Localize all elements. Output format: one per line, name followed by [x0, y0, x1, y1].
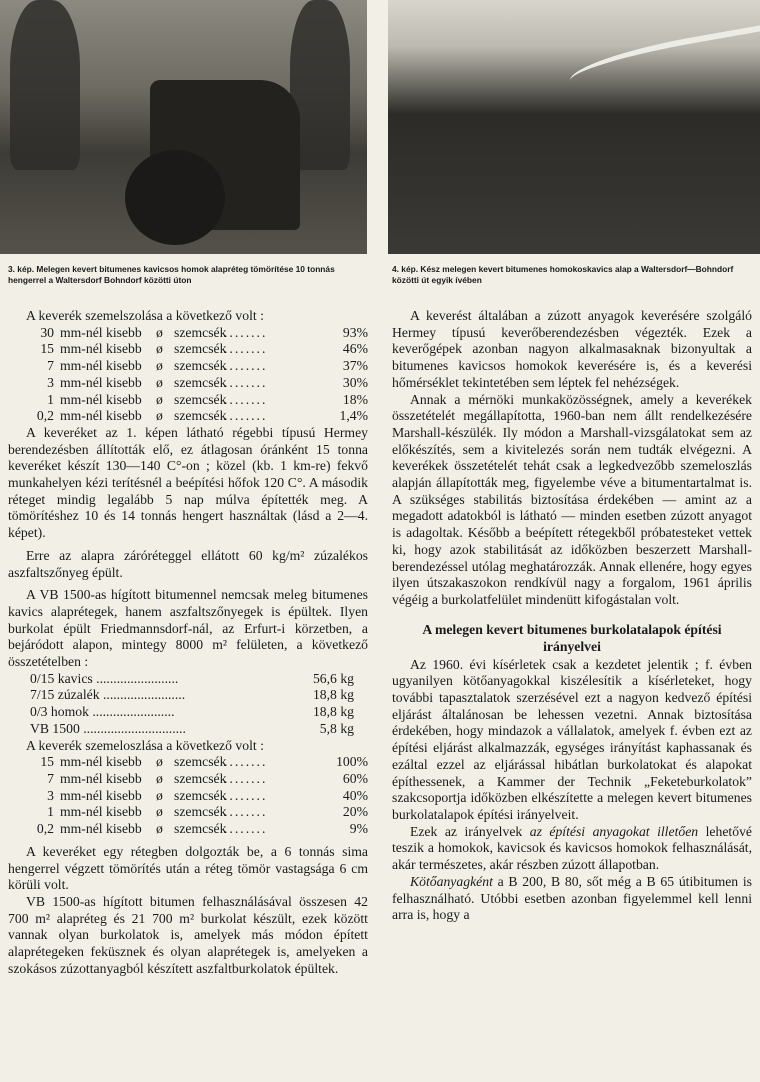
table-row: 0/15 kavics ........................ 56,6 kg: [30, 670, 354, 686]
paragraph: A keverést általában a zúzott anyagok keverésére szolgáló Hermey típusú keverőberendezésben végezték. Ezek a keverőgépek azonban nagyon alkalmasaknak bizonyultak a bitumenes kavicsos homokok keverésére is, és a keverési hőmérséklet tekintetében sem léptek fel nehézségek.: [392, 308, 752, 390]
section-heading: A melegen kevert bitumenes burkolatalapok építési irányelvei: [422, 621, 722, 654]
photo-caption-left: 3. kép. Melegen kevert bitumenes kavicsos homok alapréteg tömörítése 10 tonnás hengerrel a Waltersdorf Bohndorf közötti úton: [8, 264, 335, 285]
paragraph: VB 1500-as hígított bitumen felhasználásával összesen 42 700 m² alapréteg és 21 700 m² burkolat készült, ezek között vannak olyan burkolatok is, amelyek más módon épített alaprétegeken feküsznek és olyan alaprétegek is, amelyeken a szokásos zúzottanyagból készített aszfaltburkolatok épültek.: [8, 893, 368, 976]
paragraph: A keverék szemeloszlása a következő volt :: [26, 737, 264, 753]
tree-shape: [10, 0, 80, 170]
photo-caption-right: 4. kép. Kész melegen kevert bitumenes homokoskavics alap a Waltersdorf—Bohndorf közötti út egyik ívében: [392, 264, 734, 285]
paragraph: A keveréket egy rétegben dolgozták be, a 6 tonnás sima hengerrel végzett tömörítés után a réteg tömör vastagsága 6 cm körüli volt.: [8, 843, 368, 893]
table-row: 15 mm-nél kisebb ø szemcsék ........ 46%: [40, 341, 368, 357]
paragraph: Az 1960. évi kísérletek csak a kezdetet jelentik ; f. évben ugyanilyen kötőanyagokkal kiszélesítik a kísérleteket, hogy további tapasztalatok szerzésével ezt a nagyon kedvező építési eljárást általánosan be lehessen vezetni. Annak biztosítása érdekében, hogy mindazok a vállalatok, amelyek f. évben ezt az építési eljárást alkalmazzák, egységes irányítást kaphassanak és ezáltal ezzel az eljárással hibátlan burkolatokat és alapokat építhessenek, a Kammer der Technik „Feketeburkolatok” szakcsoportja időközben elkészítette a melegen kevert bitumenes burkolatalapok építési irányelveit.: [392, 656, 752, 822]
table-row: 7 mm-nél kisebb ø szemcsék ........ 60%: [47, 770, 368, 786]
table-row: VB 1500 .............................. 5,8 kg: [30, 720, 354, 736]
table-row: 0,2 mm-nél kisebb ø szemcsék ........ 1,4%: [36, 408, 368, 424]
paragraph: A keverék szemelszolása a következő volt :: [26, 308, 264, 323]
grading-table-2: [8, 754, 368, 838]
paragraph: Annak a mérnöki munkaközösségnek, amely a keverékek összetételét megállapította, 1960-ban nem állt rendelkezésére Marshall-készülék. Ily módon a Marshall-vizsgálatokat sem az előkészítés, sem a kivitelezés során nem tudták elvégezni. A keverékek összetételét tehát csak a legkedvezőbb szemeloszlás alapján állapították meg, figyelembe véve a bitumentartalmat is. A szükséges stabilitás biztosítása érdekében — amint az a megadott adatokból is látható — minden esetben zúzott anyagot is adagoltak. Később a beépített rétegekből próbatesteket vettek ki, hogy azok stabilitását az időközben beszerzett Marshall-berendezéssel utólag meghatározzák. Annak ellenére, hogy egyes ilyen útszakaszokon rendkívül nagy a forgalom, 1961 április végéig a burkolatfelület mindenütt kifogástalan volt.: [392, 391, 752, 607]
paragraph: Kötőanyagként a B 200, B 80, sőt még a B 65 útibitumen is felhasználható. Utóbbi esetben azonban figyelemmel kell lenni arra is, hogy a: [392, 873, 752, 923]
photo-finished-road: [388, 0, 760, 254]
roller-drum: [125, 150, 225, 245]
mix-table: [8, 671, 368, 738]
paragraph: A VB 1500-as hígított bitumennel nemcsak meleg bitumenes kavics alaprétegek, hanem aszfaltszőnyegek is épültek. Ilyen burkolat épült Friedmannsdorf-nál, az Erfurt-i körzetben, a bejáródott alapon, mintegy 8000 m² felületen, a következő összetételben :: [8, 587, 368, 670]
photo-road-roller: [0, 0, 367, 254]
table-row: 0,2 mm-nél kisebb ø szemcsék ........ 9%: [36, 821, 368, 837]
table-row: 3 mm-nél kisebb ø szemcsék ........ 30%: [47, 374, 368, 390]
paragraph: A keveréket az 1. képen látható régebbi típusú Hermey berendezésben állították elő, ez átlagosan óránként 15 tonna keveréket készít 130—140 C°-on ; közel (kb. 1 km-re) fekvő munkahelyen kézi terítésnél a beépítési hőfok 120 C°. A második réteget mindig legalább 5 nap múlva építették meg. A tömörítéshez 10 és 14 tonnás hengert használtak (lásd a 2—4. képet).: [8, 424, 368, 541]
table-row: 0/3 homok ........................ 18,8 kg: [30, 704, 354, 720]
road-edge-line: [567, 21, 760, 95]
right-column: [392, 308, 752, 924]
table-row: 1 mm-nél kisebb ø szemcsék ........ 18%: [47, 391, 368, 407]
table-row: 15 mm-nél kisebb ø szemcsék ........ 100%: [40, 754, 368, 770]
table-row: 7/15 zúzalék ........................ 18,8 kg: [30, 687, 354, 703]
paragraph: Erre az alapra záróréteggel ellátott 60 kg/m² zúzalékos aszfaltszőnyeg épült.: [8, 547, 368, 580]
table-row: 1 mm-nél kisebb ø szemcsék ........ 20%: [47, 804, 368, 820]
table-row: 30 mm-nél kisebb ø szemcsék ........ 93%: [40, 324, 368, 340]
table-row: 3 mm-nél kisebb ø szemcsék ........ 40%: [47, 787, 368, 803]
grading-table-1: [8, 325, 368, 425]
table-row: 7 mm-nél kisebb ø szemcsék ........ 37%: [47, 358, 368, 374]
left-column: [8, 308, 368, 977]
paragraph: Ezek az irányelvek az építési anyagokat illetően lehetővé teszik a homokok, kavicsok és kavicsos homokok felhasználását, akár természetes, akár részben zúzott állapotban.: [392, 823, 752, 873]
